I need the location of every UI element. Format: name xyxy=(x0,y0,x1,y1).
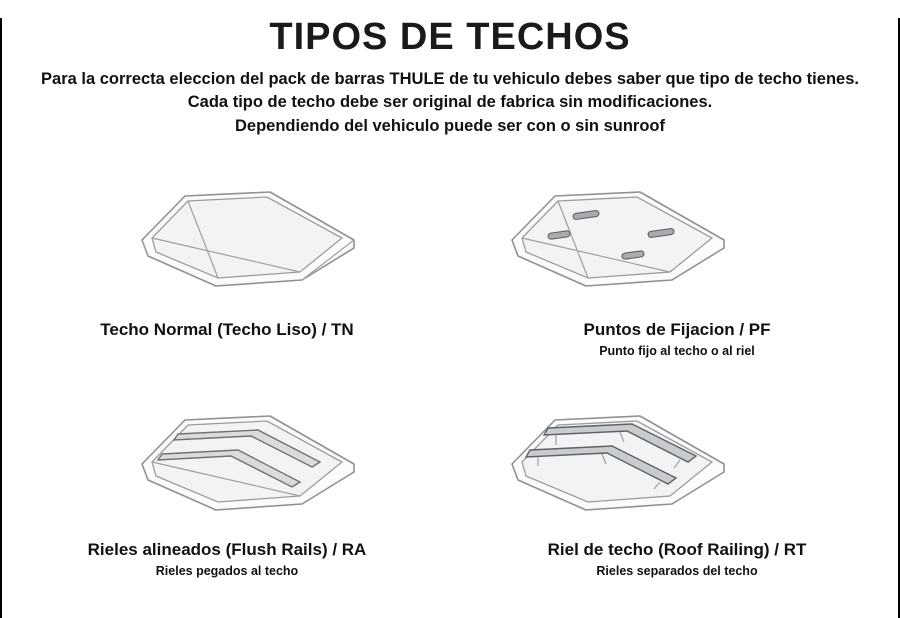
roof-type-card-puntos-de-fijacion xyxy=(452,168,900,388)
subtitle-line-3: Dependiendo del vehiculo puede ser con o sin sunroof xyxy=(235,116,665,135)
roof-type-caption: Rieles alineados (Flush Rails) / RA xyxy=(87,540,367,559)
car-roof-plain-icon xyxy=(2,168,452,318)
roof-types-grid xyxy=(2,168,900,608)
roof-type-card-rieles-alineados xyxy=(2,388,452,608)
subtitle-block xyxy=(2,68,898,138)
page-title: TIPOS DE TECHOS xyxy=(269,16,631,58)
roof-type-subcaption: Rieles separados del techo xyxy=(596,564,758,578)
subtitle-line-1: Para la correcta eleccion del pack de barras THULE de tu vehiculo debes saber que tipo de techo tienes. xyxy=(41,69,859,88)
car-roof-flush-rails-icon xyxy=(2,388,452,538)
roof-type-subcaption: Rieles pegados al techo xyxy=(155,564,299,578)
roof-type-caption: Techo Normal (Techo Liso) / TN xyxy=(100,320,354,339)
roof-type-subcaption: Punto fijo al techo o al riel xyxy=(599,344,755,358)
roof-type-card-riel-de-techo xyxy=(452,388,900,608)
roof-type-card-techo-normal xyxy=(2,168,452,388)
car-roof-raised-railing-icon xyxy=(452,388,900,538)
roof-type-caption: Puntos de Fijacion / PF xyxy=(583,320,771,339)
subtitle-line-2: Cada tipo de techo debe ser original de fabrica sin modificaciones. xyxy=(187,93,713,112)
poster-root xyxy=(0,18,900,618)
car-roof-fixpoints-icon xyxy=(452,168,900,318)
roof-type-caption: Riel de techo (Roof Railing) / RT xyxy=(547,540,807,559)
